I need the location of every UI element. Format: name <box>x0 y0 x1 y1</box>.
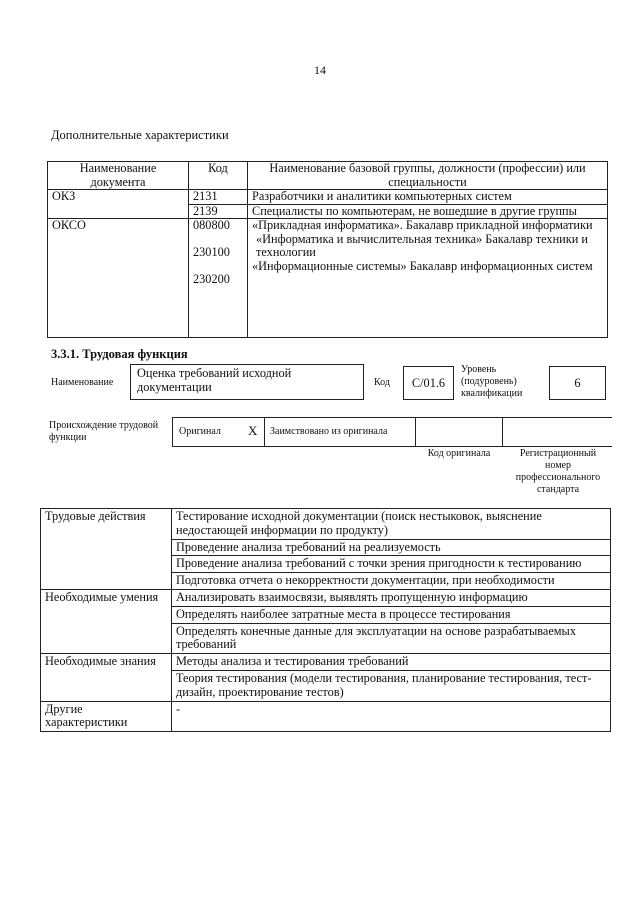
section-heading: Дополнительные характеристики <box>51 128 229 142</box>
okso-code-1: 080800 <box>193 218 230 232</box>
okso-titles <box>248 219 608 338</box>
original-mark: X <box>248 423 258 438</box>
okz-name: ОКЗ <box>48 190 189 219</box>
action-2: Проведение анализа требований на реализуемость <box>172 539 611 556</box>
knowledge-1: Методы анализа и тестирования требований <box>172 654 611 671</box>
okso-title-2: «Информатика и вычислительная техника» Бакалавр техники и технологии <box>256 231 588 259</box>
action-4: Подготовка отчета о некорректности документации, при необходимости <box>172 573 611 590</box>
action-3: Проведение анализа требований с точки зрения пригодности к тестированию <box>172 556 611 573</box>
page-number: 14 <box>314 63 326 77</box>
okso-title-3: «Информационные системы» Бакалавр информационных систем <box>252 258 593 273</box>
labor-function-heading: 3.3.1. Трудовая функция <box>51 347 188 361</box>
okz-title-2: Специалисты по компьютерам, не вошедшие в другие группы <box>248 204 608 219</box>
header-code: Код <box>189 162 248 190</box>
code-value: C/01.6 <box>403 366 454 400</box>
skill-2: Определять наиболее затратные места в процессе тестирования <box>172 606 611 623</box>
skills-label: Необходимые умения <box>41 589 172 653</box>
header-document-name: Наименование документа <box>48 162 189 190</box>
table-row <box>41 701 611 732</box>
okso-title-1: «Прикладная информатика». Бакалавр прикладной информатики <box>252 218 593 232</box>
okz-title-1: Разработчики и аналитики компьютерных систем <box>248 190 608 205</box>
header-group-name: Наименование базовой группы, должности (профессии) или специальности <box>248 162 608 190</box>
reg-number-caption: Регистрационный номер профессионального стандарта <box>515 448 601 495</box>
knowledge-2: Теория тестирования (модели тестирования, планирование тестирования, тест-дизайн, проектирование тестов) <box>172 670 611 701</box>
okz-code-2: 2139 <box>189 204 248 219</box>
original-label: Оригинал <box>179 426 221 437</box>
table-row <box>48 219 608 338</box>
skill-3: Определять конечные данные для эксплуатации на основе разрабатываемых требований <box>172 623 611 654</box>
labor-function-details-table <box>40 508 611 732</box>
name-value: Оценка требований исходной документации <box>130 364 364 400</box>
skill-1: Анализировать взаимосвязи, выявлять пропущенную информацию <box>172 589 611 606</box>
okso-codes <box>189 219 248 338</box>
borrowed-label: Заимствовано из оригинала <box>270 426 388 437</box>
okz-code-1: 2131 <box>189 190 248 205</box>
okso-name: ОКСО <box>48 219 189 338</box>
other-value: - <box>172 701 611 732</box>
name-label: Наименование <box>51 377 114 388</box>
level-value: 6 <box>549 366 606 400</box>
other-label: Другие характеристики <box>41 701 172 732</box>
okso-code-2: 230100 <box>193 245 230 259</box>
additional-characteristics-table <box>47 161 608 338</box>
okso-code-3: 230200 <box>193 272 230 286</box>
actions-label: Трудовые действия <box>41 509 172 590</box>
code-original-cell <box>415 417 503 447</box>
code-original-caption: Код оригинала <box>427 448 491 459</box>
knowledge-label: Необходимые знания <box>41 654 172 701</box>
table-row <box>41 589 611 606</box>
reg-number-cell <box>502 417 612 447</box>
origin-label: Происхождение трудовой функции <box>49 420 159 443</box>
code-label: Код <box>374 377 390 388</box>
table-row <box>41 509 611 540</box>
table-header-row <box>48 162 608 190</box>
table-row <box>48 190 608 205</box>
table-row <box>41 654 611 671</box>
level-label: Уровень (подуровень) квалификации <box>461 364 523 399</box>
action-1: Тестирование исходной документации (поиск нестыковок, выяснение недостающей информации по продукту) <box>172 509 611 540</box>
